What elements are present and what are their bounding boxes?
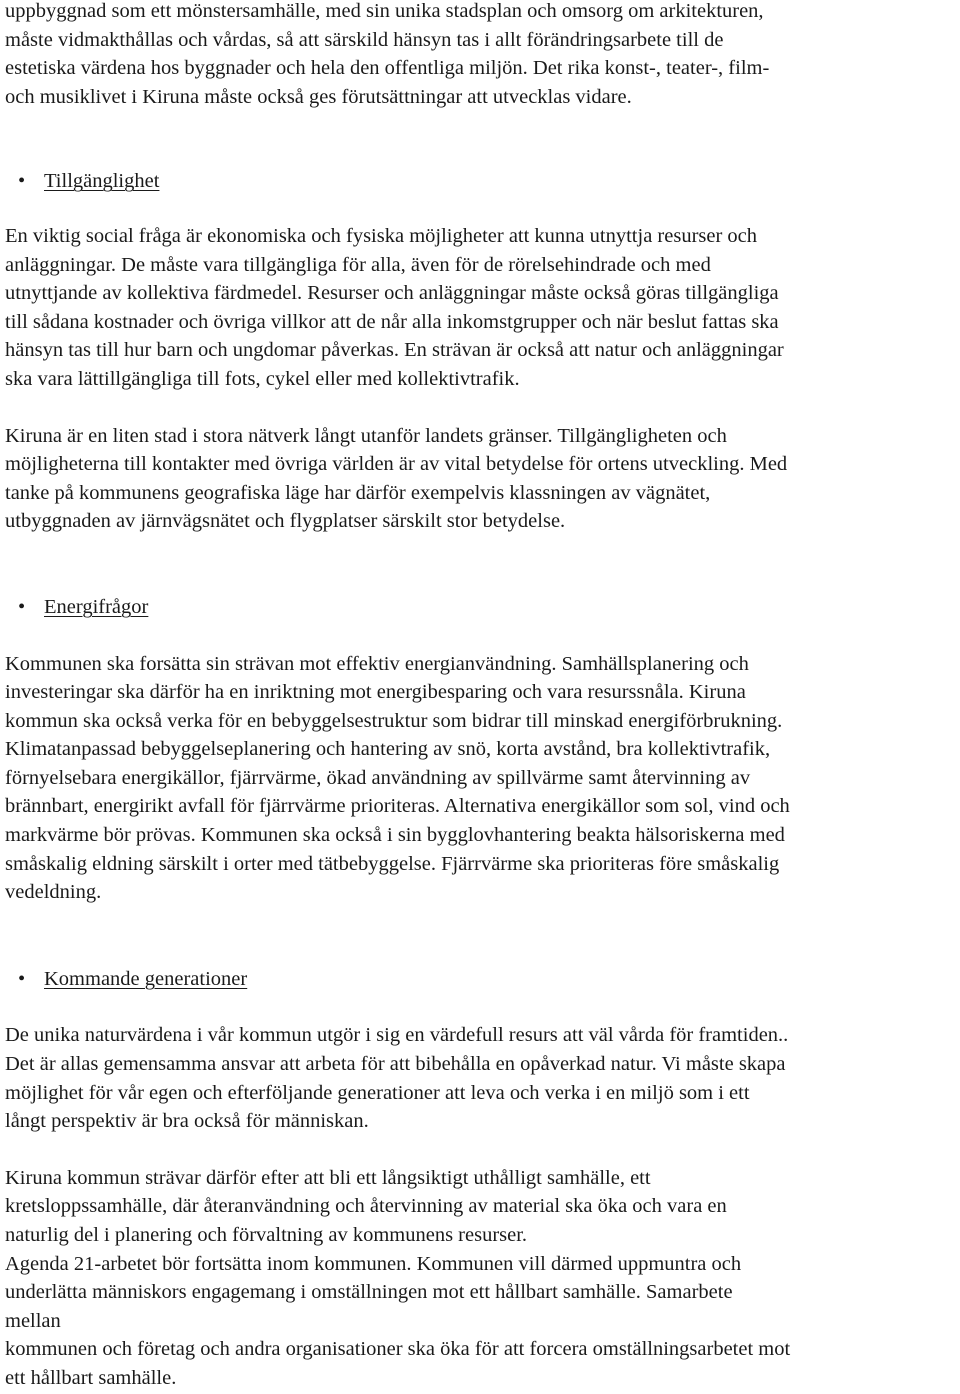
section-heading-energifragor xyxy=(5,593,954,622)
heading-text: Kommande generationer xyxy=(44,967,248,990)
intro-paragraph: uppbyggnad som ett mönstersamhälle, med sin unika stadsplan och omsorg om arkitekturen, måste vidmakthållas och vårdas, så att särskild hänsyn tas i allt förändringsarbete till de estetiska värdena hos byggnader och hela den offentliga miljön. Det rika konst-, teater-, film- och musiklivet i Kiruna måste också ges förutsättningar att utvecklas vidare. xyxy=(5,0,770,108)
body-paragraph: Kiruna är en liten stad i stora nätverk långt utanför landets gränser. Tillgängligheten och möjligheterna till kontakter med övriga världen är av vital betydelse för ortens utveckling. Med tanke på kommunens geografiska läge har därför exempelvis klassningen av vägnätet, utbyggnaden av järnvägsnätet och flygplatser särskilt stor betydelse. xyxy=(5,424,788,533)
body-paragraph: De unika naturvärdena i vår kommun utgör i sig en värdefull resurs att väl vårda för framtiden.. Det är allas gemensamma ansvar att arbeta för att bibehålla en opåverkad natur. Vi måste skapa möjlighet för vår egen och efterföljande generationer att leva och verka i en miljö som i ett långt perspektiv är bra också för människan. xyxy=(5,1024,789,1133)
body-paragraph: Kommunen ska forsätta sin strävan mot effektiv energianvändning. Samhällsplanering och investeringar ska därför ha en inriktning mot energibesparing och vara resurssnåla. Kiruna kommun ska också verka för en bebyggelsestruktur som bidrar till minskad energiförbrukning. Klimatanpassad bebyggelseplanering och hantering av snö, korta avstånd, bra kollektivtrafik, förnyelsebara energikällor, fjärrvärme, ökad användning av spillvärme samt återvinning av brännbart, energirikt avfall för fjärrvärme prioriteras. Alternativa energikällor som sol, vind och markvärme bör prövas. Kommunen ska också i sin bygglovhantering beakta hälsoriskerna med småskalig eldning särskilt i orter med tätbebyggelse. Fjärrvärme ska prioriteras före småskalig vedeldning. xyxy=(5,652,790,904)
heading-text: Tillgänglighet xyxy=(44,170,160,193)
bullet-icon: • xyxy=(18,170,26,193)
body-paragraph: En viktig social fråga är ekonomiska och fysiska möjligheter att kunna utnyttja resurser och anläggningar. De måste vara tillgängliga för alla, även för de rörelsehindrade och med utnyttjande av kollektiva färdmedel. Resurser och anläggningar måste också göras tillgängliga till sådana kostnader och övriga villkor att de når alla inkomstgrupper och när beslut fattas ska hänsyn tas till hur barn och ungdomar påverkas. En strävan är också att natur och anläggningar ska vara lättillgängliga till fots, cykel eller med kollektivtrafik. xyxy=(5,224,784,390)
section-heading-kommande-generationer xyxy=(5,965,954,994)
bullet-icon: • xyxy=(18,595,26,618)
section-heading-tillganglighet xyxy=(5,167,954,196)
body-paragraph: Kiruna kommun strävar därför efter att bli ett långsiktigt uthålligt samhälle, ett kretsloppssamhälle, där återanvändning och återvinning av material ska öka och vara en naturlig del i planering och förvaltning av kommunens resurser. Agenda 21-arbetet bör fortsätta inom kommunen. Kommunen vill därmed uppmuntra och underlätta människors engagemang i omställningen mot ett hållbart samhälle. Samarbete mellan kommunen och företag och andra organisationer ska öka för att forcera omställningsarbetet mot ett hållbart samhälle. xyxy=(5,1166,791,1389)
bullet-icon: • xyxy=(18,967,26,990)
heading-text: Energifrågor xyxy=(44,595,149,618)
